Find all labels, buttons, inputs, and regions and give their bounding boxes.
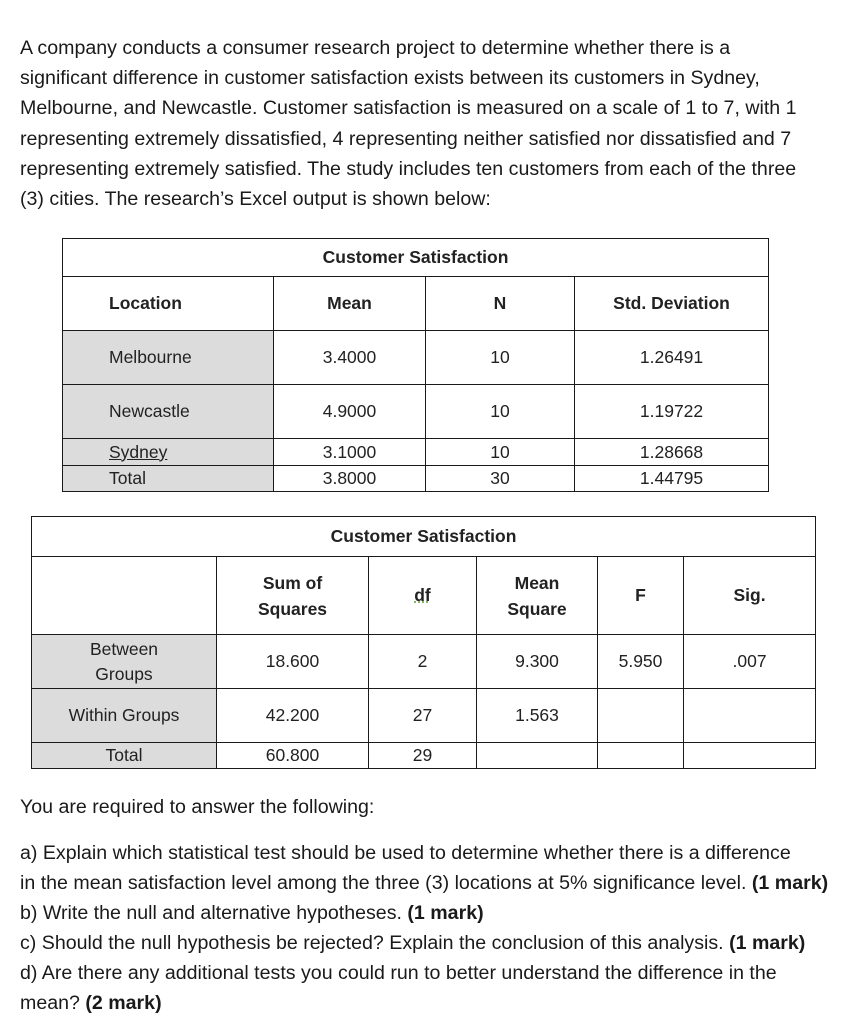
within-ss: 42.200 (217, 689, 369, 743)
total-df: 29 (369, 743, 477, 769)
table-row (32, 743, 816, 769)
total-sig-empty (684, 743, 816, 769)
header-sum-of-squares (217, 557, 369, 635)
within-f-empty (598, 689, 684, 743)
row-n: 30 (426, 466, 575, 492)
question-b-text: b) Write the null and alternative hypotheses. (20, 902, 402, 924)
question-a-text: in the mean satisfaction level among the three (3) locations at 5% significance level. (20, 872, 747, 894)
descriptives-table (62, 238, 769, 492)
question-d-line1: d) Are there any additional tests you could run to better understand the difference in the (20, 962, 777, 984)
total-ss: 60.800 (217, 743, 369, 769)
row-mean: 3.1000 (274, 439, 426, 466)
question-c (20, 932, 805, 955)
within-sig-empty (684, 689, 816, 743)
row-mean: 3.8000 (274, 466, 426, 492)
table-row (63, 466, 769, 492)
question-b (20, 902, 484, 925)
intro-paragraph (20, 33, 835, 214)
anova-table (31, 516, 816, 769)
intro-line: representing extremely dissatisfied, 4 representing neither satisfied nor dissatisfied and 7 (20, 127, 792, 150)
header-df-label: df (414, 585, 431, 605)
row-sd: 1.44795 (575, 466, 769, 492)
between-df: 2 (369, 635, 477, 689)
intro-line: (3) cities. The research’s Excel output is shown below: (20, 188, 491, 211)
header-f: F (598, 557, 684, 635)
header-sig: Sig. (684, 557, 816, 635)
between-ss: 18.600 (217, 635, 369, 689)
row-n: 10 (426, 385, 575, 439)
table-row (63, 439, 769, 466)
between-ms: 9.300 (477, 635, 598, 689)
questions-lead: You are required to answer the following: (20, 796, 375, 818)
intro-line: significant difference in customer satisfaction exists between its customers in Sydney, (20, 67, 760, 90)
header-n: N (426, 277, 575, 331)
row-location: Total (63, 466, 274, 492)
header-mean-square (477, 557, 598, 635)
question-d-mark: (2 mark) (85, 992, 162, 1014)
row-between-groups (32, 635, 217, 689)
between-f: 5.950 (598, 635, 684, 689)
row-sd: 1.19722 (575, 385, 769, 439)
within-ms: 1.563 (477, 689, 598, 743)
row-n: 10 (426, 439, 575, 466)
row-total: Total (32, 743, 217, 769)
total-ms-empty (477, 743, 598, 769)
intro-line: A company conducts a consumer research project to determine whether there is a (20, 37, 731, 59)
row-location: Sydney (63, 439, 274, 466)
question-a-line2 (20, 872, 828, 895)
question-c-text: c) Should the null hypothesis be rejected? Explain the conclusion of this analysis. (20, 932, 724, 954)
total-f-empty (598, 743, 684, 769)
row-mean: 4.9000 (274, 385, 426, 439)
question-a-mark: (1 mark) (751, 872, 829, 894)
header-ms-line1: Mean (514, 572, 560, 593)
table-row (32, 635, 816, 689)
header-ss-line1: Sum of (262, 572, 323, 593)
header-location: Location (63, 277, 274, 331)
intro-line: representing extremely satisfied. The study includes ten customers from each of the three (20, 157, 797, 180)
question-a-line1: a) Explain which statistical test should be used to determine whether there is a difference (20, 842, 791, 864)
descriptives-title: Customer Satisfaction (63, 239, 769, 277)
header-mean: Mean (274, 277, 426, 331)
between-label-line1: Between (89, 638, 159, 659)
header-blank (32, 557, 217, 635)
header-ms-line2: Square (507, 598, 567, 619)
between-label-line2: Groups (95, 663, 153, 684)
intro-line: Melbourne, and Newcastle. Customer satisfaction is measured on a scale of 1 to 7, with 1 (20, 97, 797, 120)
row-within-groups: Within Groups (32, 689, 217, 743)
within-df: 27 (369, 689, 477, 743)
row-sd: 1.26491 (575, 331, 769, 385)
question-d-text: mean? (20, 992, 80, 1014)
row-location: Melbourne (63, 331, 274, 385)
table-row (32, 689, 816, 743)
row-n: 10 (426, 331, 575, 385)
table-row (63, 385, 769, 439)
anova-title: Customer Satisfaction (32, 517, 816, 557)
question-c-mark: (1 mark) (729, 932, 806, 954)
header-ss-line2: Squares (257, 598, 328, 619)
row-location: Newcastle (63, 385, 274, 439)
question-b-mark: (1 mark) (407, 902, 484, 924)
table-row (63, 331, 769, 385)
row-sd: 1.28668 (575, 439, 769, 466)
question-d-line2 (20, 992, 162, 1015)
header-std-deviation: Std. Deviation (575, 277, 769, 331)
header-df (369, 557, 477, 635)
between-sig: .007 (684, 635, 816, 689)
row-mean: 3.4000 (274, 331, 426, 385)
